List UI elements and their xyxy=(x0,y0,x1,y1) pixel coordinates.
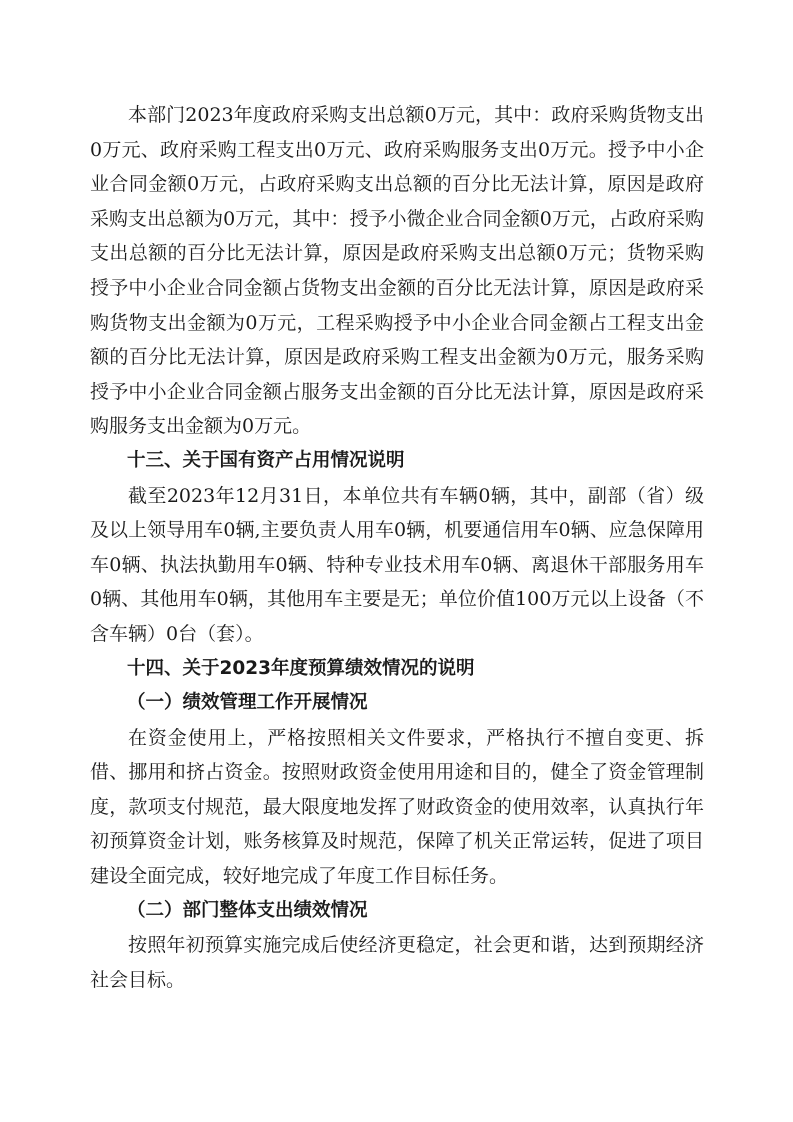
section-heading-14: 十四、关于2023年度预算绩效情况的说明 xyxy=(127,657,475,679)
paragraph-performance-management: 在资金使用上，严格按照相关文件要求，严格执行不擅自变更、拆借、挪用和挤占资金。按照财政资金使用用途和目的，健全了资金管理制度，款项支付规范，最大限度地发挥了财政资金的使用效率，认真执行年初预算资金计划，账务核算及时规范，保障了机关正常运转，促进了项目建设全面完成，较好地完成了年度工作目标任务。 xyxy=(90,726,704,888)
section-heading-13: 十三、关于国有资产占用情况说明 xyxy=(127,449,405,471)
paragraph-state-assets: 截至2023年12月31日，本单位共有车辆0辆，其中，副部（省）级及以上领导用车0辆,主要负责人用车0辆，机要通信用车0辆、应急保障用车0辆、执法执勤用车0辆、特种专业技术用车0辆、离退休干部服务用车0辆、其他用车0辆，其他用车主要是无；单位价值100万元以上设备（不含车辆）0台（套）。 xyxy=(90,484,704,645)
document-page xyxy=(90,98,704,997)
subsection-heading-2: （二）部门整体支出绩效情况 xyxy=(127,899,368,921)
paragraph-overall-performance: 按照年初预算实施完成后使经济更稳定，社会更和谐，达到预期经济社会目标。 xyxy=(90,934,704,991)
paragraph-procurement: 本部门2023年度政府采购支出总额0万元，其中：政府采购货物支出0万元、政府采购工程支出0万元、政府采购服务支出0万元。授予中小企业合同金额0万元，占政府采购支出总额的百分比无法计算，原因是政府采购支出总额为0万元，其中：授予小微企业合同金额0万元，占政府采购支出总额的百分比无法计算，原因是政府采购支出总额0万元；货物采购授予中小企业合同金额占货物支出金额的百分比无法计算，原因是政府采购货物支出金额为0万元，工程采购授予中小企业合同金额占工程支出金额的百分比无法计算，原因是政府采购工程支出金额为0万元，服务采购授予中小企业合同金额占服务支出金额的百分比无法计算，原因是政府采购服务支出金额为0万元。 xyxy=(90,104,704,438)
subsection-heading-1: （一）绩效管理工作开展情况 xyxy=(127,692,368,714)
